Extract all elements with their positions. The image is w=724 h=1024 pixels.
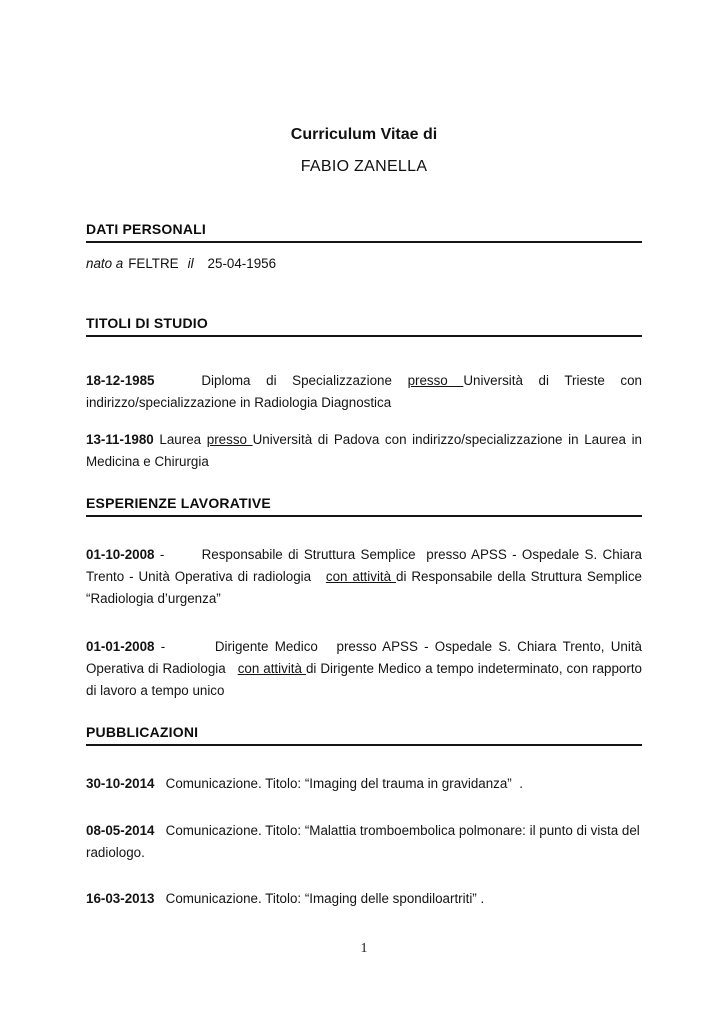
entry-text-before: - Responsabile di Struttura Semplice presso APSS - Ospedale S. Chiara Trento - Unità Operativa di radiologia (86, 547, 642, 584)
entry-text-after: Università di Trieste con indirizzo/specializzazione in Radiologia Diagnostica (86, 373, 643, 410)
entry-text-after: di Dirigente Medico a tempo indeterminato, con rapporto di lavoro a tempo unico (86, 661, 643, 698)
entry-underlined-text: con attività (325, 569, 397, 584)
entry-underlined-text: presso (407, 373, 464, 388)
entry-text: Comunicazione. Titolo: “Imaging delle spondiloartriti” . (154, 891, 485, 906)
person-name: FABIO ZANELLA (300, 158, 428, 175)
entry-date: 08-05-2014 (86, 823, 155, 838)
entry-date: 01-10-2008 (86, 547, 155, 562)
entry-text-before: Diploma di Specializzazione (154, 373, 408, 388)
entry-text: Comunicazione. Titolo: “Malattia tromboembolica polmonare: il punto di vista del radiologo. (86, 823, 640, 860)
heading-titoli-di-studio: TITOLI DI STUDIO (86, 314, 642, 337)
entry-date: 01-01-2008 (86, 639, 155, 654)
entry-date: 30-10-2014 (86, 776, 155, 791)
experience-entry (86, 636, 642, 702)
section-titoli-di-studio (86, 314, 642, 473)
section-esperienze-lavorative (86, 494, 642, 702)
entry-underlined-text: con attività (237, 661, 306, 676)
entry-text-before: Laurea (153, 432, 207, 447)
entry-underlined-text: presso (206, 432, 253, 447)
heading-esperienze-lavorative: ESPERIENZE LAVORATIVE (86, 494, 642, 517)
heading-dati-personali: DATI PERSONALI (86, 220, 642, 243)
entry-date: 13-11-1980 (86, 432, 154, 447)
heading-pubblicazioni: PUBBLICAZIONI (86, 723, 642, 746)
entry-text-after: Università di Padova con indirizzo/specializzazione in Laurea in Medicina e Chirurgia (86, 432, 642, 469)
document-title: Curriculum Vitae di (290, 126, 438, 143)
birth-info-line (86, 253, 642, 275)
il-label: il (187, 256, 194, 271)
entry-text: Comunicazione. Titolo: “Imaging del trauma in gravidanza” . (154, 776, 523, 791)
publication-entry (86, 820, 642, 864)
entry-text-before: - Dirigente Medico presso APSS - Ospedale S. Chiara Trento, Unità Operativa di Radiologia (86, 639, 642, 676)
education-entry (86, 429, 642, 473)
nato-a-label: nato a (86, 256, 124, 271)
birth-place: FELTRE (128, 256, 179, 271)
experience-entry (86, 544, 642, 610)
publication-entry (86, 773, 642, 795)
birth-date: 25-04-1956 (207, 256, 277, 271)
entry-date: 18-12-1985 (86, 373, 155, 388)
entry-text-after: di Responsabile della Struttura Semplice “Radiologia d’urgenza” (86, 569, 642, 606)
education-entry (86, 370, 642, 414)
page-number: 1 (360, 941, 368, 956)
publication-entry (86, 888, 642, 910)
entry-date: 16-03-2013 (86, 891, 155, 906)
section-dati-personali (86, 220, 642, 275)
section-pubblicazioni (86, 723, 642, 910)
